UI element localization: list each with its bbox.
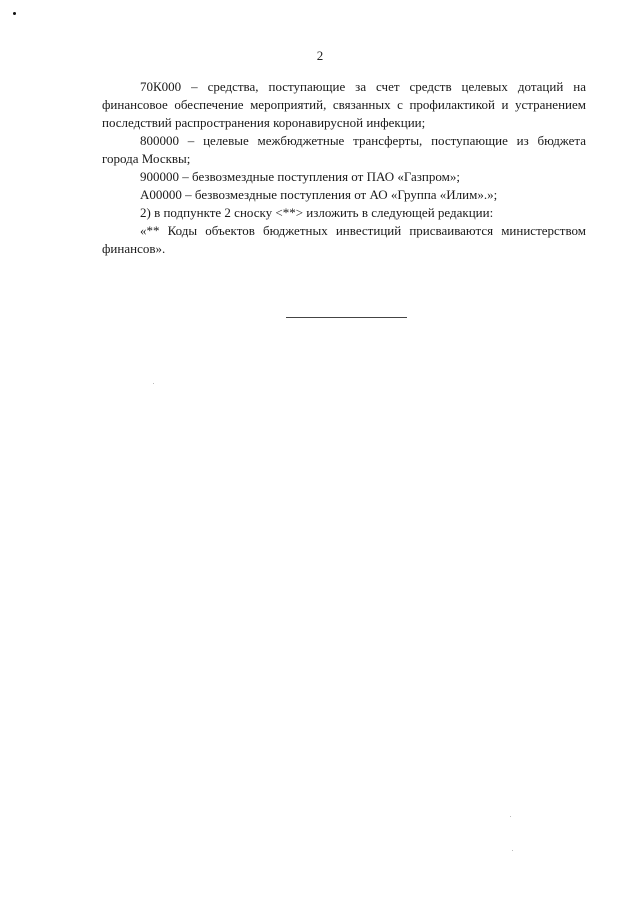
document-body bbox=[102, 78, 586, 258]
page-number: 2 bbox=[316, 48, 324, 63]
paragraph-900000: 900000 – безвозмездные поступления от ПАО «Газпром»; bbox=[140, 169, 460, 184]
paragraph-a00000: А00000 – безвозмездные поступления от АО «Группа «Илим».»; bbox=[140, 187, 498, 202]
paragraph-subpoint-2: 2) в подпункте 2 сноску <**> изложить в следующей редакции: bbox=[140, 205, 494, 220]
scan-speck bbox=[512, 850, 513, 851]
end-of-text-rule bbox=[286, 317, 407, 318]
paragraph-70k000: 70К000 – средства, поступающие за счет средств целевых дотаций на финансовое обеспечение мероприятий, связанных с профилактикой и устранением последствий распространения коронавирусной инфекции; bbox=[102, 79, 586, 130]
paragraph-800000: 800000 – целевые межбюджетные трансферты, поступающие из бюджета города Москвы; bbox=[102, 133, 586, 166]
scan-speck bbox=[153, 383, 154, 384]
paragraph-footnote-codes: «** Коды объектов бюджетных инвестиций присваиваются министерством финансов». bbox=[102, 223, 586, 256]
scan-artifact-dot bbox=[13, 12, 16, 15]
scan-speck bbox=[510, 816, 511, 817]
